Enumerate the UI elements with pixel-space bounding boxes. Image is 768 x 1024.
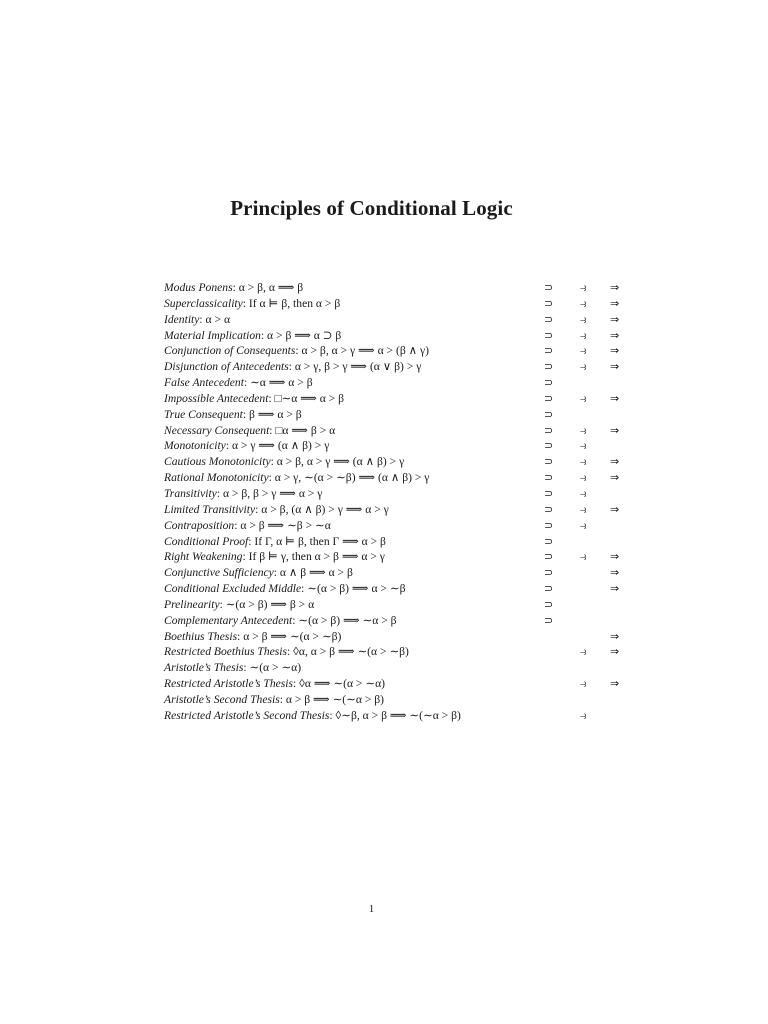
principle-row xyxy=(164,692,624,708)
principle-formula: : ∼(α > ∼α) xyxy=(243,661,302,675)
material-conditional-mark: ⊃ xyxy=(544,534,554,548)
principle-formula: : ◊∼β, α > β ⟹ ∼(∼α > β) xyxy=(329,708,461,722)
principle-formula: : If α ⊨ β, then α > β xyxy=(242,296,341,310)
page-title: Principles of Conditional Logic xyxy=(230,196,513,220)
principle-row xyxy=(164,518,624,534)
principle-row xyxy=(164,454,624,470)
principle-row xyxy=(164,565,624,581)
principle-formula: : α > γ ⟹ (α ∧ β) > γ xyxy=(225,439,330,453)
principle-formula: : α > β ⟹ ∼β > ∼α xyxy=(234,518,331,532)
validity-marks xyxy=(544,391,624,407)
material-conditional-mark: ⊃ xyxy=(544,423,554,437)
principle-name: Identity xyxy=(164,312,200,326)
strict-conditional-mark: ⥽ xyxy=(580,645,587,659)
principle-formula: : α > γ, β > γ ⟹ (α ∨ β) > γ xyxy=(288,360,422,374)
strict-conditional-mark: ⥽ xyxy=(580,518,587,532)
principle-formula: : ∼α ⟹ α > β xyxy=(243,376,313,390)
principle-formula: : ∼(α > β) ⟹ α > ∼β xyxy=(301,582,406,596)
strict-conditional-mark: ⥽ xyxy=(580,328,587,342)
principle-name: Disjunction of Antecedents xyxy=(164,360,289,374)
validity-marks xyxy=(544,518,624,534)
principle-row xyxy=(164,644,624,660)
validity-marks xyxy=(544,343,624,359)
principle-name: Material Implication xyxy=(164,328,261,342)
implication-mark: ⇒ xyxy=(610,296,620,310)
principle-row xyxy=(164,581,624,597)
principle-formula: : ◊α, α > β ⟹ ∼(α > ∼β) xyxy=(287,645,409,659)
strict-conditional-mark: ⥽ xyxy=(580,391,587,405)
principle-row xyxy=(164,438,624,454)
principle-name: True Consequent xyxy=(164,407,243,421)
implication-mark: ⇒ xyxy=(610,677,620,691)
implication-mark: ⇒ xyxy=(610,629,620,643)
principle-name: Right Weakening xyxy=(164,550,243,564)
validity-marks xyxy=(544,581,624,597)
principle-formula: : If β ⊨ γ, then α > β ⟹ α > γ xyxy=(242,550,385,564)
implication-mark: ⇒ xyxy=(610,281,620,294)
principle-name: Prelinearity xyxy=(164,597,220,611)
material-conditional-mark: ⊃ xyxy=(544,312,554,326)
principle-formula: : β ⟹ α > β xyxy=(242,407,302,421)
material-conditional-mark: ⊃ xyxy=(544,328,554,342)
principle-formula: : If Γ, α ⊨ β, then Γ ⟹ α > β xyxy=(248,534,386,548)
principle-row xyxy=(164,502,624,518)
material-conditional-mark: ⊃ xyxy=(544,550,554,564)
principle-formula: : □α ⟹ β > α xyxy=(269,423,336,437)
validity-marks xyxy=(544,597,624,613)
material-conditional-mark: ⊃ xyxy=(544,455,554,469)
validity-marks xyxy=(544,708,624,724)
principle-formula: : α > α xyxy=(199,312,231,326)
validity-marks xyxy=(544,359,624,375)
principle-row xyxy=(164,708,624,724)
material-conditional-mark: ⊃ xyxy=(544,360,554,374)
validity-marks xyxy=(544,280,624,296)
strict-conditional-mark: ⥽ xyxy=(580,455,587,469)
validity-marks xyxy=(544,613,624,629)
implication-mark: ⇒ xyxy=(610,423,620,437)
principle-formula: : α > β, (α ∧ β) > γ ⟹ α > γ xyxy=(255,502,389,516)
material-conditional-mark: ⊃ xyxy=(544,613,554,627)
principle-row xyxy=(164,423,624,439)
strict-conditional-mark: ⥽ xyxy=(580,281,587,294)
material-conditional-mark: ⊃ xyxy=(544,502,554,516)
material-conditional-mark: ⊃ xyxy=(544,439,554,453)
principle-formula: : α > β, β > γ ⟹ α > γ xyxy=(216,486,323,500)
strict-conditional-mark: ⥽ xyxy=(580,360,587,374)
principle-name: Necessary Consequent xyxy=(164,423,270,437)
implication-mark: ⇒ xyxy=(610,312,620,326)
validity-marks xyxy=(544,312,624,328)
strict-conditional-mark: ⥽ xyxy=(580,312,587,326)
principle-name: Aristotle’s Second Thesis xyxy=(164,692,280,706)
principle-name: Superclassicality xyxy=(164,296,243,310)
validity-marks xyxy=(544,644,624,660)
principle-row xyxy=(164,359,624,375)
page-number: 1 xyxy=(368,903,375,915)
validity-marks xyxy=(544,692,624,708)
principles-table xyxy=(164,280,624,724)
implication-mark: ⇒ xyxy=(610,550,620,564)
principle-row xyxy=(164,296,624,312)
validity-marks xyxy=(544,565,624,581)
material-conditional-mark: ⊃ xyxy=(544,471,554,485)
validity-marks xyxy=(544,534,624,550)
principle-name: Restricted Aristotle’s Second Thesis xyxy=(164,708,330,722)
principle-name: Rational Monotonicity xyxy=(164,471,269,485)
strict-conditional-mark: ⥽ xyxy=(580,486,587,500)
material-conditional-mark: ⊃ xyxy=(544,376,554,390)
implication-mark: ⇒ xyxy=(610,566,620,580)
principle-formula: : α > β ⟹ ∼(∼α > β) xyxy=(279,692,385,706)
material-conditional-mark: ⊃ xyxy=(544,391,554,405)
material-conditional-mark: ⊃ xyxy=(544,296,554,310)
principle-formula: : α > β, α > γ ⟹ (α ∧ β) > γ xyxy=(270,455,405,469)
material-conditional-mark: ⊃ xyxy=(544,518,554,532)
principle-name: False Antecedent xyxy=(164,376,244,390)
principle-name: Complementary Antecedent xyxy=(164,613,293,627)
principle-formula: : ∼(α > β) ⟹ ∼α > β xyxy=(292,613,397,627)
principle-formula: : α > β ⟹ α ⊃ β xyxy=(260,328,342,342)
validity-marks xyxy=(544,470,624,486)
principle-formula: : ◊α ⟹ ∼(α > ∼α) xyxy=(293,677,386,691)
material-conditional-mark: ⊃ xyxy=(544,566,554,580)
principle-name: Limited Transitivity xyxy=(164,502,256,516)
validity-marks xyxy=(544,454,624,470)
principle-row xyxy=(164,391,624,407)
principle-row xyxy=(164,629,624,645)
principle-formula: : α > γ, ∼(α > ∼β) ⟹ (α ∧ β) > γ xyxy=(268,471,430,485)
principle-row xyxy=(164,312,624,328)
strict-conditional-mark: ⥽ xyxy=(580,502,587,516)
principle-name: Restricted Aristotle’s Thesis xyxy=(164,677,294,691)
principle-formula: : □∼α ⟹ α > β xyxy=(268,391,345,405)
principle-row xyxy=(164,597,624,613)
principle-name: Conditional Proof xyxy=(164,534,249,548)
principle-formula: : α > β, α ⟹ β xyxy=(232,281,304,294)
implication-mark: ⇒ xyxy=(610,328,620,342)
principle-formula: : α > β, α > γ ⟹ α > (β ∧ γ) xyxy=(295,344,430,358)
principle-row xyxy=(164,534,624,550)
principle-row xyxy=(164,375,624,391)
validity-marks xyxy=(544,502,624,518)
implication-mark: ⇒ xyxy=(610,391,620,405)
validity-marks xyxy=(544,423,624,439)
strict-conditional-mark: ⥽ xyxy=(580,471,587,485)
principle-name: Restricted Boethius Thesis xyxy=(164,645,288,659)
principle-name: Transitivity xyxy=(164,486,217,500)
principle-formula: : α > β ⟹ ∼(α > ∼β) xyxy=(237,629,342,643)
principle-row xyxy=(164,549,624,565)
strict-conditional-mark: ⥽ xyxy=(580,550,587,564)
implication-mark: ⇒ xyxy=(610,471,620,485)
validity-marks xyxy=(544,375,624,391)
material-conditional-mark: ⊃ xyxy=(544,407,554,421)
principle-name: Conjunctive Sufficiency xyxy=(164,566,274,580)
principle-row xyxy=(164,486,624,502)
validity-marks xyxy=(544,486,624,502)
principle-name: Cautious Monotonicity xyxy=(164,455,271,469)
implication-mark: ⇒ xyxy=(610,360,620,374)
principle-name: Contraposition xyxy=(164,518,235,532)
principle-row xyxy=(164,280,624,296)
principle-formula: : ∼(α > β) ⟹ β > α xyxy=(219,597,315,611)
principle-name: Monotonicity xyxy=(164,439,226,453)
principle-row xyxy=(164,470,624,486)
strict-conditional-mark: ⥽ xyxy=(580,677,587,691)
material-conditional-mark: ⊃ xyxy=(544,597,554,611)
strict-conditional-mark: ⥽ xyxy=(580,296,587,310)
implication-mark: ⇒ xyxy=(610,645,620,659)
principle-row xyxy=(164,613,624,629)
principle-name: Conjunction of Consequents xyxy=(164,344,296,358)
material-conditional-mark: ⊃ xyxy=(544,582,554,596)
material-conditional-mark: ⊃ xyxy=(544,344,554,358)
principle-formula: : α ∧ β ⟹ α > β xyxy=(273,566,353,580)
validity-marks xyxy=(544,407,624,423)
implication-mark: ⇒ xyxy=(610,582,620,596)
principle-row xyxy=(164,660,624,676)
validity-marks xyxy=(544,296,624,312)
implication-mark: ⇒ xyxy=(610,344,620,358)
principle-name: Conditional Excluded Middle xyxy=(164,582,302,596)
validity-marks xyxy=(544,676,624,692)
strict-conditional-mark: ⥽ xyxy=(580,439,587,453)
strict-conditional-mark: ⥽ xyxy=(580,708,587,722)
principle-name: Modus Ponens xyxy=(164,281,233,294)
validity-marks xyxy=(544,660,624,676)
principle-name: Aristotle’s Thesis xyxy=(164,661,244,675)
implication-mark: ⇒ xyxy=(610,502,620,516)
principle-name: Impossible Antecedent xyxy=(164,391,269,405)
principle-row xyxy=(164,343,624,359)
validity-marks xyxy=(544,438,624,454)
strict-conditional-mark: ⥽ xyxy=(580,423,587,437)
validity-marks xyxy=(544,549,624,565)
validity-marks xyxy=(544,328,624,344)
principle-name: Boethius Thesis xyxy=(164,629,238,643)
principle-row xyxy=(164,676,624,692)
principle-row xyxy=(164,328,624,344)
strict-conditional-mark: ⥽ xyxy=(580,344,587,358)
implication-mark: ⇒ xyxy=(610,455,620,469)
material-conditional-mark: ⊃ xyxy=(544,486,554,500)
principle-row xyxy=(164,407,624,423)
validity-marks xyxy=(544,629,624,645)
material-conditional-mark: ⊃ xyxy=(544,281,554,294)
